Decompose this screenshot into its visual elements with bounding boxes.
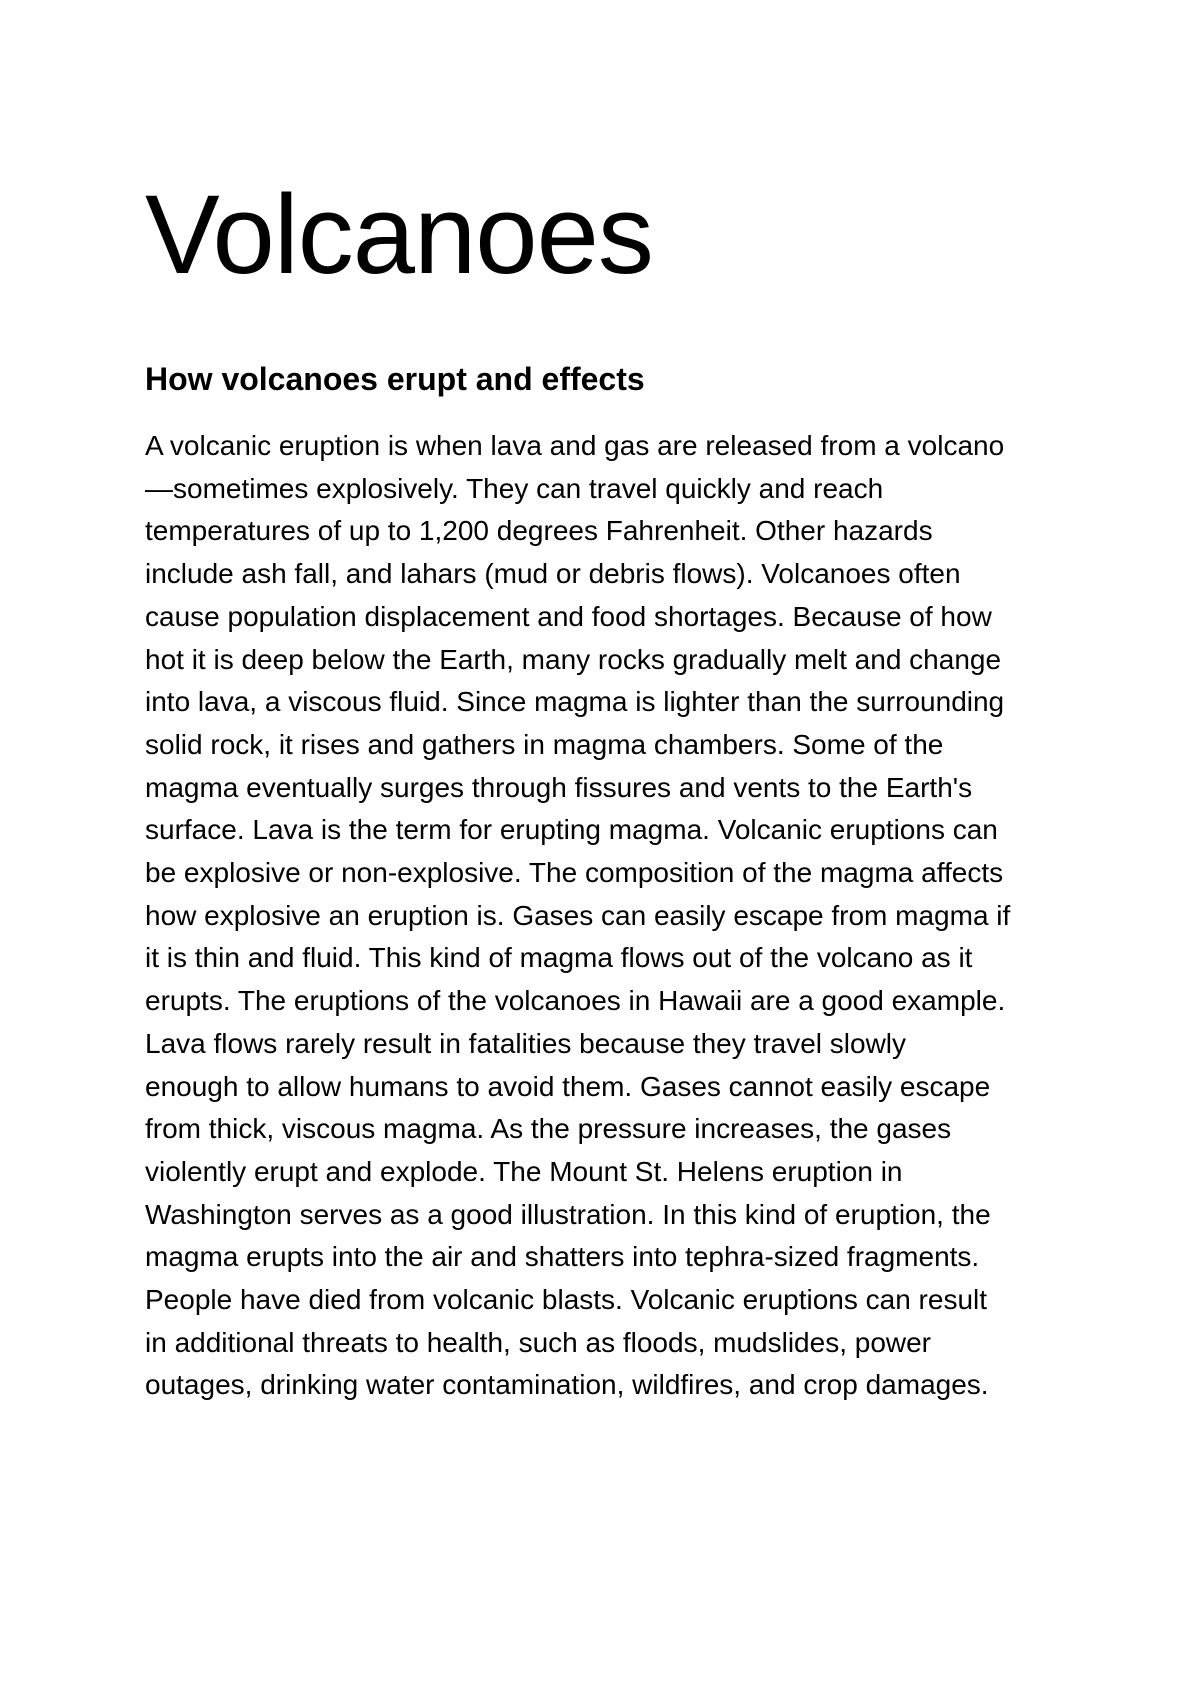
paragraph-line: be explosive or non-explosive. The composition of the magma affects: [145, 857, 1004, 889]
paragraph-line: erupts. The eruptions of the volcanoes in Hawaii are a good example.: [145, 985, 1006, 1017]
document-title: Volcanoes: [145, 172, 653, 297]
paragraph-line: it is thin and fluid. This kind of magma flows out of the volcano as it: [145, 942, 973, 974]
paragraph-line: include ash fall, and lahars (mud or debris flows). Volcanoes often: [145, 558, 961, 590]
paragraph-line: temperatures of up to 1,200 degrees Fahrenheit. Other hazards: [145, 515, 933, 547]
paragraph-line: from thick, viscous magma. As the pressure increases, the gases: [145, 1113, 952, 1145]
paragraph-line: enough to allow humans to avoid them. Gases cannot easily escape: [145, 1070, 991, 1102]
paragraph-line: —sometimes explosively. They can travel quickly and reach: [145, 472, 884, 504]
paragraph-line: violently erupt and explode. The Mount St. Helens eruption in: [145, 1155, 903, 1187]
paragraph-line: outages, drinking water contamination, wildfires, and crop damages.: [145, 1369, 989, 1401]
paragraph-line: A volcanic eruption is when lava and gas are released from a volcano: [145, 430, 1005, 461]
paragraph-line: Lava flows rarely result in fatalities because they travel slowly: [145, 1027, 907, 1059]
paragraph-line: hot it is deep below the Earth, many rocks gradually melt and change: [145, 643, 1002, 675]
paragraph-line: cause population displacement and food shortages. Because of how: [145, 600, 992, 632]
paragraph-line: Washington serves as a good illustration. In this kind of eruption, the: [145, 1198, 991, 1230]
section-heading: How volcanoes erupt and effects: [145, 361, 645, 397]
paragraph-line: in additional threats to health, such as floods, mudslides, power: [145, 1326, 932, 1358]
body-paragraph: [145, 425, 1065, 1407]
paragraph-line: into lava, a viscous fluid. Since magma is lighter than the surrounding: [145, 686, 1005, 718]
paragraph-line: surface. Lava is the term for erupting magma. Volcanic eruptions can: [145, 814, 998, 846]
paragraph-line: how explosive an eruption is. Gases can easily escape from magma if: [145, 899, 1011, 931]
paragraph-line: magma erupts into the air and shatters into tephra-sized fragments.: [145, 1241, 980, 1273]
paragraph-line: People have died from volcanic blasts. Volcanic eruptions can result: [145, 1284, 988, 1316]
paragraph-line: magma eventually surges through fissures and vents to the Earth's: [145, 771, 973, 803]
paragraph-line: solid rock, it rises and gathers in magma chambers. Some of the: [145, 728, 944, 760]
